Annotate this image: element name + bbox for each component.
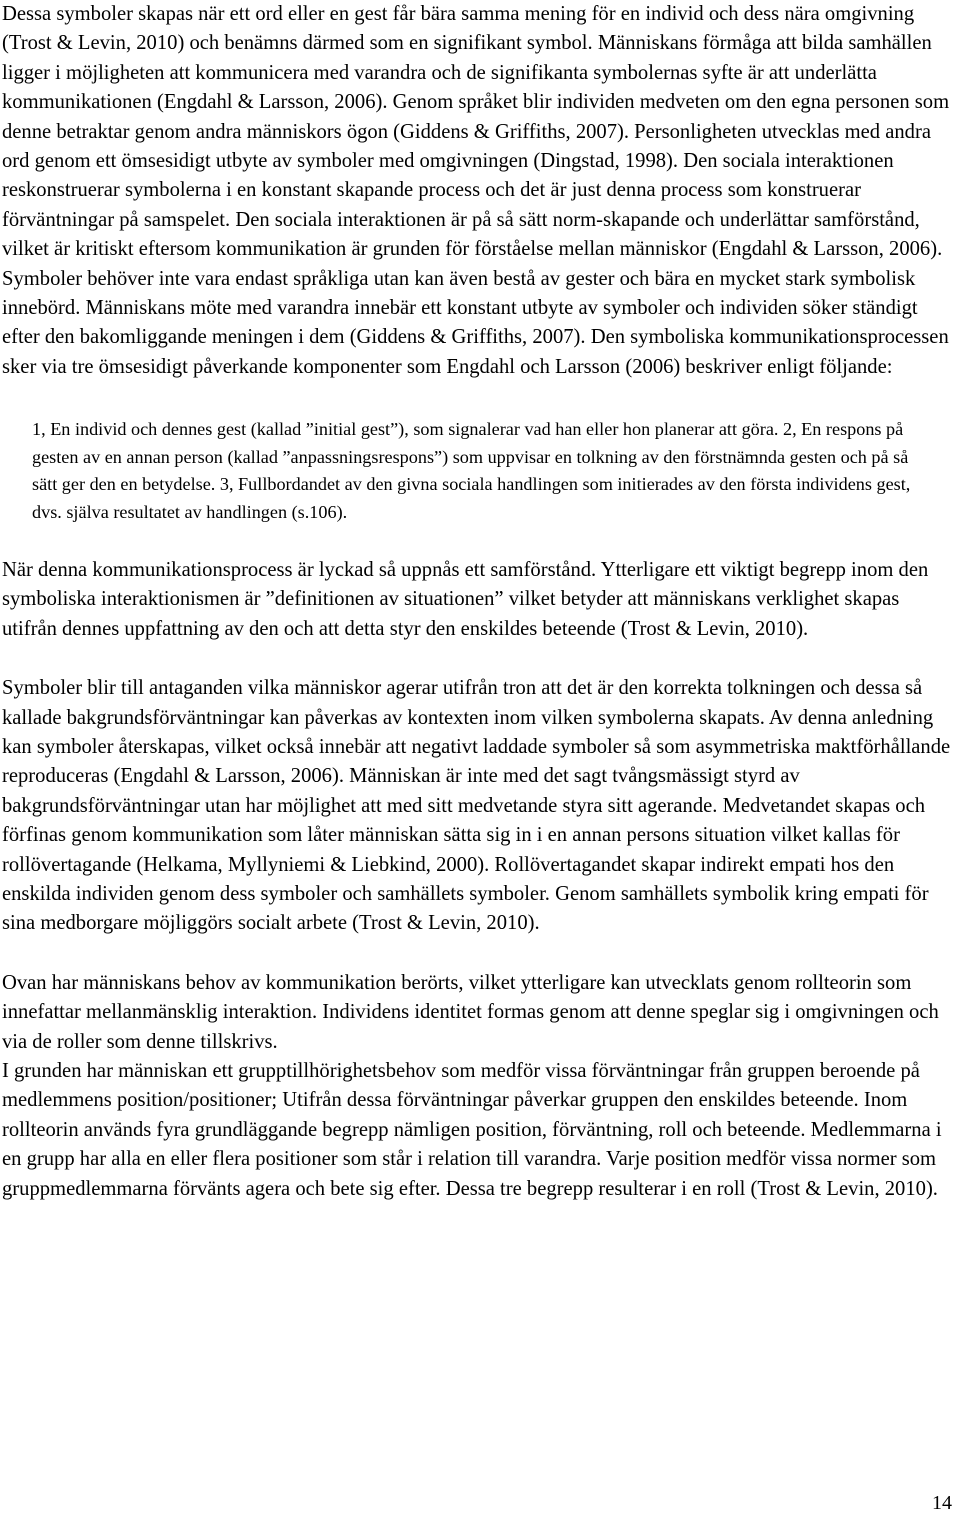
paragraph-symbols: Dessa symboler skapas när ett ord eller en gest får bära samma mening för en individ och dess nära omgivning (Trost & Levin, 2010) och benämns därmed som en signifikant symbol. Människans förmåga att bilda samhällen ligger i möjligheten att kommunicera med varandra och de signifikanta symbolernas syfte är att underlätta kommunikationen (Engdahl & Larsson, 2006). Genom språket blir individen medveten om den egna personen som denne betraktar genom andra människors ögon (Giddens & Griffiths, 2007). Personligheten utvecklas med andra ord genom ett ömsesidigt utbyte av symboler med omgivningen (Dingstad, 1998). Den sociala interaktionen reskonstruerar symbolerna i en konstant skapande process och det är just denna process som konstruerar förväntningar på samspelet. Den sociala interaktionen är på så sätt norm-skapande och underlättar samförstånd, vilket är kritiskt eftersom kommunikation är grunden för förståelse mellan människor (Engdahl & Larsson, 2006). Symboler behöver inte vara endast språkliga utan kan även bestå av gester och bära en mycket stark symbolisk innebörd. Människans möte med varandra innebär ett konstant utbyte av symboler och individen söker ständigt efter den bakomliggande meningen i dem (Giddens & Griffiths, 2007). Den symboliska kommunikationsprocessen sker via tre ömsesidigt påverkande komponenter som Engdahl och Larsson (2006) beskriver enligt följande: (2, 3, 950, 378)
paragraph-background-expectations: Symboler blir till antaganden vilka människor agerar utifrån tron att det är den korrekta tolkningen och dessa så kallade bakgrundsförväntningar kan påverkas av kontexten inom vilken symbolerna skapats. Av denna anledning kan symboler återskapas, vilket också innebär att negativt laddade symboler så som asymmetriska maktförhållande reproduceras (Engdahl & Larsson, 2006). Människan är inte med det sagt tvångsmässigt styrd av bakgrundsförväntningar utan har möjlighet att med sitt medvetande styra sitt agerande. Medvetandet skapas och förfinas genom kommunikation som låter människan sätta sig in i en annan persons situation vilket kallas för rollövertagande (Helkama, Myllyniemi & Liebkind, 2000). Rollövertagandet skapar indirekt empati hos den enskilda individen genom dess symboler och samhällets symboler. Genom samhällets symbolik kring empati för sina medborgare möjliggörs socialt arbete (Trost & Levin, 2010). (2, 677, 951, 935)
paragraph-role-theory-intro: Ovan har människans behov av kommunikation berörts, vilket ytterligare kan utvecklats genom rollteorin som innefattar mellanmänsklig interaktion. Individens identitet formas genom att denne speglar sig i omgivningen och via de roller som denne tillskrivs. (2, 971, 939, 1053)
block-quote-components: 1, En individ och dennes gest (kallad ”initial gest”), som signalerar vad han eller hon planerar att göra. 2, En respons på gesten av en annan person (kallad ”anpassningsrespons”) som uppvisar en tolkning av den förstnämnda gesten och på så sätt ger den en betydelse. 3, Fullbordandet av den givna sociala handlingen som initierades av den första individens gest, dvs. själva resultatet av handlingen (s.106). (32, 419, 911, 522)
paragraph-group-belonging: I grunden har människan ett grupptillhörighetsbehov som medför vissa förväntningar från gruppen beroende på medlemmens position/positioner; Utifrån dessa förväntningar påverkar gruppen den enskildes beteende. Inom rollteorin används fyra grundläggande begrepp nämligen position, förväntning, roll och beteende. Medlemmarna i en grupp har alla en eller flera positioner som står i relation till varandra. Varje position medför vissa normer som gruppmedlemmarna förvänts agera och bete sig efter. Dessa tre begrepp resulterar i en roll (Trost & Levin, 2010). (2, 1060, 942, 1200)
page-number: 14 (932, 1492, 952, 1514)
document-page (2, 0, 958, 1204)
paragraph-communication-process: När denna kommunikationsprocess är lyckad så uppnås ett samförstånd. Ytterligare ett viktigt begrepp inom den symboliska interaktionismen är ”definitionen av situationen” vilket betyder att människans verklighet skapas utifrån dennes uppfattning av den och att detta styr den enskildes beteende (Trost & Levin, 2010). (2, 558, 929, 640)
